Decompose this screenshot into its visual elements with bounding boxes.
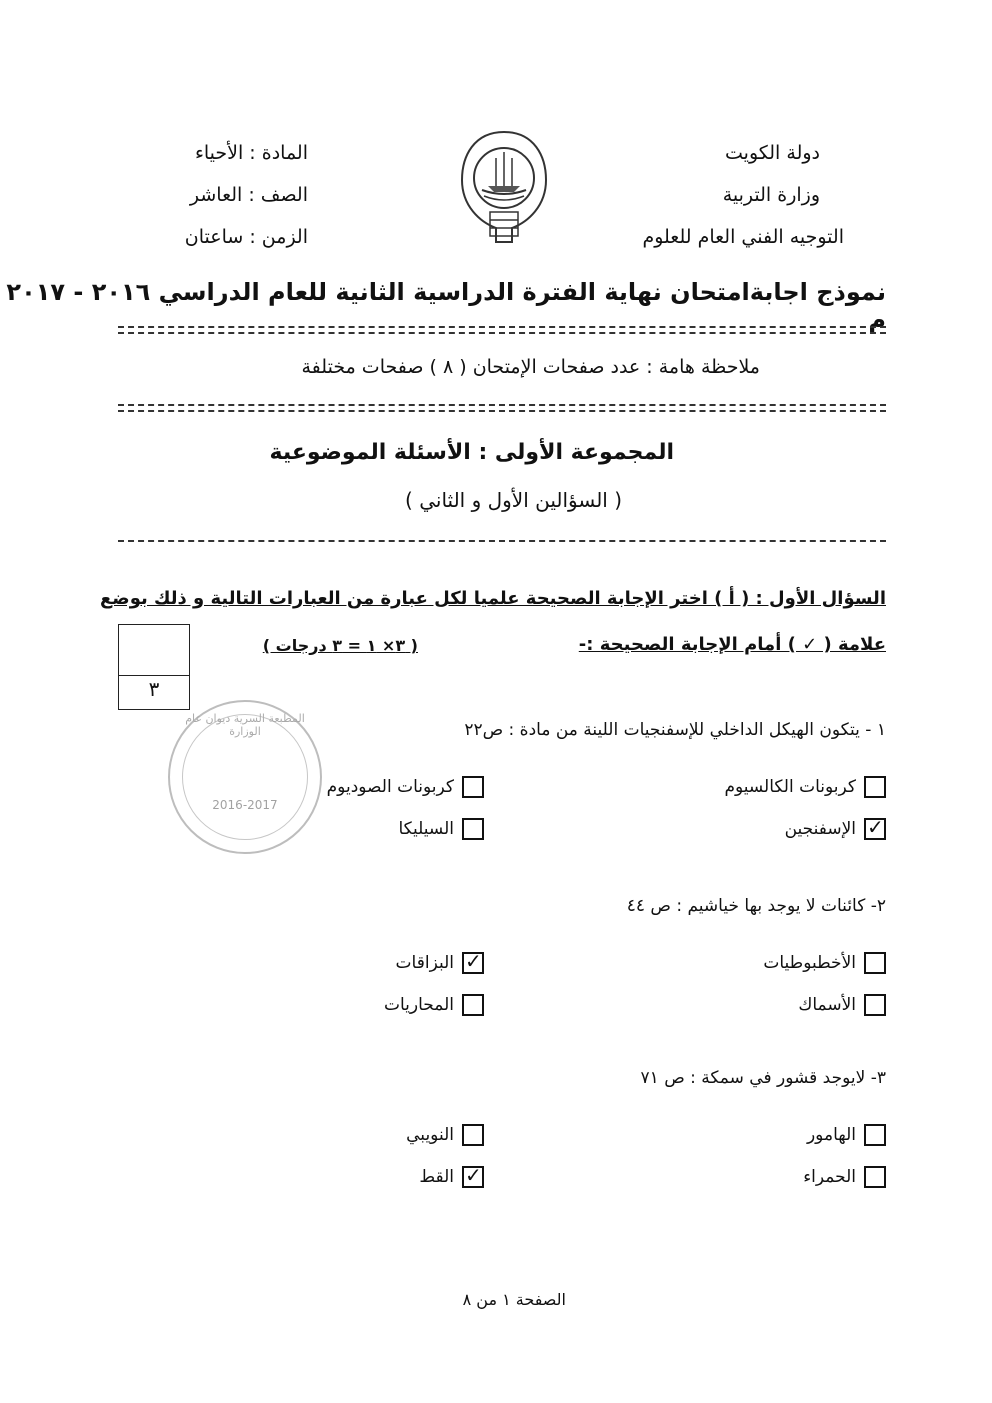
header-grade: الصف : العاشر [189, 184, 308, 206]
checkbox[interactable] [864, 1124, 886, 1146]
kuwait-emblem-icon [456, 128, 552, 248]
header-state: دولة الكويت [725, 142, 820, 164]
option-1b[interactable] [327, 776, 484, 798]
divider [118, 410, 886, 412]
option-label: المحاريات [383, 995, 454, 1015]
option-2b[interactable] [396, 952, 484, 974]
official-stamp [168, 700, 322, 854]
option-label: القط [419, 1167, 454, 1187]
option-3c[interactable] [803, 1166, 886, 1188]
option-3d[interactable] [419, 1166, 484, 1188]
divider [118, 332, 886, 334]
question1-instruction: علامة ( ✓ ) أمام الإجابة الصحيحة :- [578, 634, 886, 655]
option-label: الحمراء [803, 1167, 856, 1187]
option-label: الأخطبوطيات [763, 953, 856, 973]
checkbox-checked[interactable] [462, 952, 484, 974]
option-3a[interactable] [807, 1124, 886, 1146]
checkbox[interactable] [462, 994, 484, 1016]
score-box [118, 624, 190, 710]
option-2c[interactable] [798, 994, 886, 1016]
checkbox[interactable] [864, 994, 886, 1016]
checkbox[interactable] [462, 1124, 484, 1146]
divider [118, 540, 886, 542]
question-item-2: ٢- كائنات لا يوجد بها خياشيم : ص ٤٤ [626, 896, 886, 916]
group-subtitle: ( السؤالين الأول و الثاني ) [405, 488, 622, 512]
page-title: نموذج اجابةامتحان نهاية الفترة الدراسية الثانية للعام الدراسي ٢٠١٦ - ٢٠١٧ م [6, 278, 886, 334]
option-1a[interactable] [724, 776, 886, 798]
option-label: النويبي [406, 1125, 454, 1145]
option-1c[interactable] [785, 818, 886, 840]
header-ministry: وزارة التربية [722, 184, 820, 206]
checkbox[interactable] [864, 1166, 886, 1188]
option-label: السيليكا [398, 819, 454, 839]
option-label: البزاقات [395, 953, 454, 973]
option-1d[interactable] [398, 818, 484, 840]
question1-marks: ( ٣× ١ = ٣ درجات ) [262, 636, 418, 655]
divider [118, 326, 886, 328]
question-item-1: ١ - يتكون الهيكل الداخلي للإسفنجيات اللينة من مادة : ص٢٢ [464, 720, 886, 740]
option-label: كربونات الصوديوم [326, 777, 454, 797]
stamp-year: 2016-2017 [212, 798, 278, 812]
checkbox[interactable] [864, 952, 886, 974]
group-title: المجموعة الأولى : الأسئلة الموضوعية [269, 440, 674, 465]
question1-intro: السؤال الأول : ( أ ) اختر الإجابة الصحيحة علميا لكل عبارة من العبارات التالية و ذلك بوضع [100, 588, 886, 609]
score-value: ٣ [148, 677, 160, 701]
stamp-text: المطبعة السرية ديوان عام الوزارة [185, 712, 305, 738]
option-label: الهامور [806, 1125, 856, 1145]
checkbox[interactable] [462, 776, 484, 798]
header-subject: المادة : الأحياء [194, 142, 308, 164]
checkbox[interactable] [462, 818, 484, 840]
header-duration: الزمن : ساعتان [184, 226, 308, 248]
checkbox-checked[interactable] [864, 818, 886, 840]
option-2a[interactable] [763, 952, 886, 974]
checkbox-checked[interactable] [462, 1166, 484, 1188]
option-label: كربونات الكالسيوم [724, 777, 856, 797]
option-2d[interactable] [384, 994, 484, 1016]
header-department: التوجيه الفني العام للعلوم [642, 226, 844, 248]
question-item-3: ٣- لايوجد قشور في سمكة : ص ٧١ [640, 1068, 886, 1088]
option-3b[interactable] [406, 1124, 484, 1146]
divider [118, 404, 886, 406]
option-label: الإسفنجين [784, 819, 856, 839]
important-note: ملاحظة هامة : عدد صفحات الإمتحان ( ٨ ) صفحات مختلفة [301, 356, 760, 378]
checkbox[interactable] [864, 776, 886, 798]
option-label: الأسماك [798, 995, 856, 1015]
page-footer: الصفحة ١ من ٨ [462, 1290, 566, 1309]
